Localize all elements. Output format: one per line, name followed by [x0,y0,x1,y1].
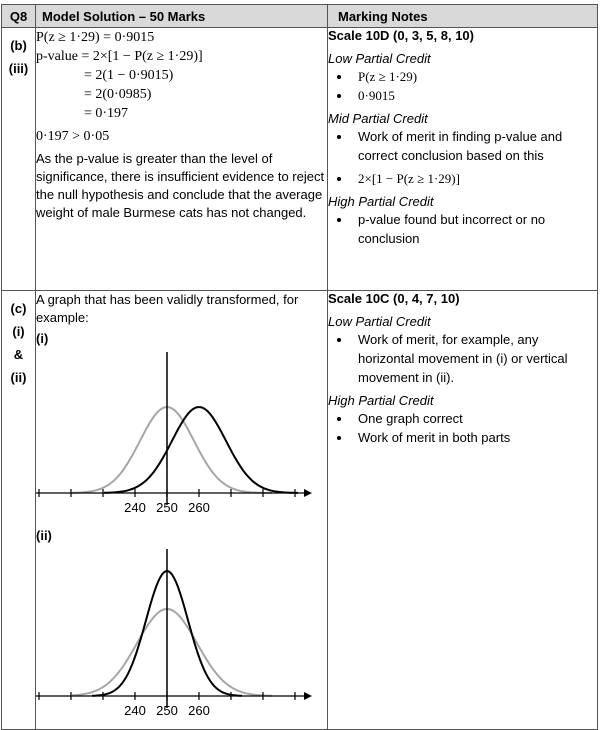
math-line: p-value = 2×[1 − P(z ≥ 1·29)] [36,49,203,64]
graph-i-label: (i) [36,331,49,346]
part-c-solution [36,291,328,730]
math-line: P(z ≥ 1·29) = 0·9015 [36,30,155,45]
math-line: = 2(1 − 0·9015) [84,68,174,83]
question-number: Q8 [2,5,36,28]
original-curve [72,407,272,493]
scale-label: Scale 10C (0, 4, 7, 10) [328,291,460,306]
graph-intro: A graph that has been validly transformed, for example: [36,292,299,325]
graph-i [36,348,316,518]
original-curve [72,609,272,696]
graph-ii [36,545,316,720]
x-axis-arrow [304,692,312,700]
math-line: = 2(0·0985) [84,87,152,102]
low-credit-list [328,67,597,105]
part-c-sub-label: (ii) [10,370,27,385]
list-item: • One graph correct [352,409,597,428]
high-credit-list [328,409,597,447]
marking-scheme-table [1,4,598,730]
tick-label: 260 [188,703,210,718]
part-b-labels [2,28,36,291]
part-c-labels [2,291,36,730]
solution-header: Model Solution – 50 Marks [36,5,328,28]
high-credit-list [328,210,597,248]
low-credit-title: Low Partial Credit [328,51,431,66]
scale-label: Scale 10D (0, 3, 5, 8, 10) [328,28,474,43]
tick-label: 250 [156,703,178,718]
part-c-label: (c) [10,301,27,316]
list-item: • 0·9015 [352,86,597,105]
list-item: • Work of merit in finding p-value and correct conclusion based on this [352,127,597,165]
math-line: = 0·197 [84,106,129,121]
part-c-sub-label: (i) [12,324,25,339]
list-item: • P(z ≥ 1·29) [352,67,597,86]
low-credit-title: Low Partial Credit [328,314,431,329]
list-item: • p-value found but incorrect or no conclusion [352,210,597,248]
part-b-label: (b) [10,38,27,53]
part-b-sub-label: (iii) [8,61,29,76]
high-credit-title: High Partial Credit [328,194,434,209]
list-item: • Work of merit, for example, any horizontal movement in (i) or vertical movement in (ii). [352,330,597,387]
part-c-notes [328,291,598,730]
header-row [2,5,598,28]
part-b-notes [328,28,598,291]
low-credit-list [328,330,597,387]
mid-credit-list [328,127,597,188]
x-axis-arrow [304,489,312,497]
part-b-row [2,28,598,291]
conclusion-text: As the p-value is greater than the level of significance, there is insufficient evidence to reject the null hypothesis and conclude that the average weight of male Burmese cats has not changed. [36,151,325,220]
tick-label: 250 [156,500,178,515]
high-credit-title: High Partial Credit [328,393,434,408]
transformed-curve [104,407,298,493]
mid-credit-title: Mid Partial Credit [328,111,428,126]
list-item: • 2×[1 − P(z ≥ 1·29)] [352,169,597,188]
tick-label: 240 [124,500,146,515]
notes-header: Marking Notes [328,5,598,28]
tick-label: 240 [124,703,146,718]
list-item: • Work of merit in both parts [352,428,597,447]
part-c-row [2,291,598,730]
math-line: 0·197 > 0·05 [36,129,110,144]
part-b-solution [36,28,328,291]
tick-label: 260 [188,500,210,515]
graph-ii-label: (ii) [36,528,52,543]
part-c-amp-label: & [13,347,24,362]
